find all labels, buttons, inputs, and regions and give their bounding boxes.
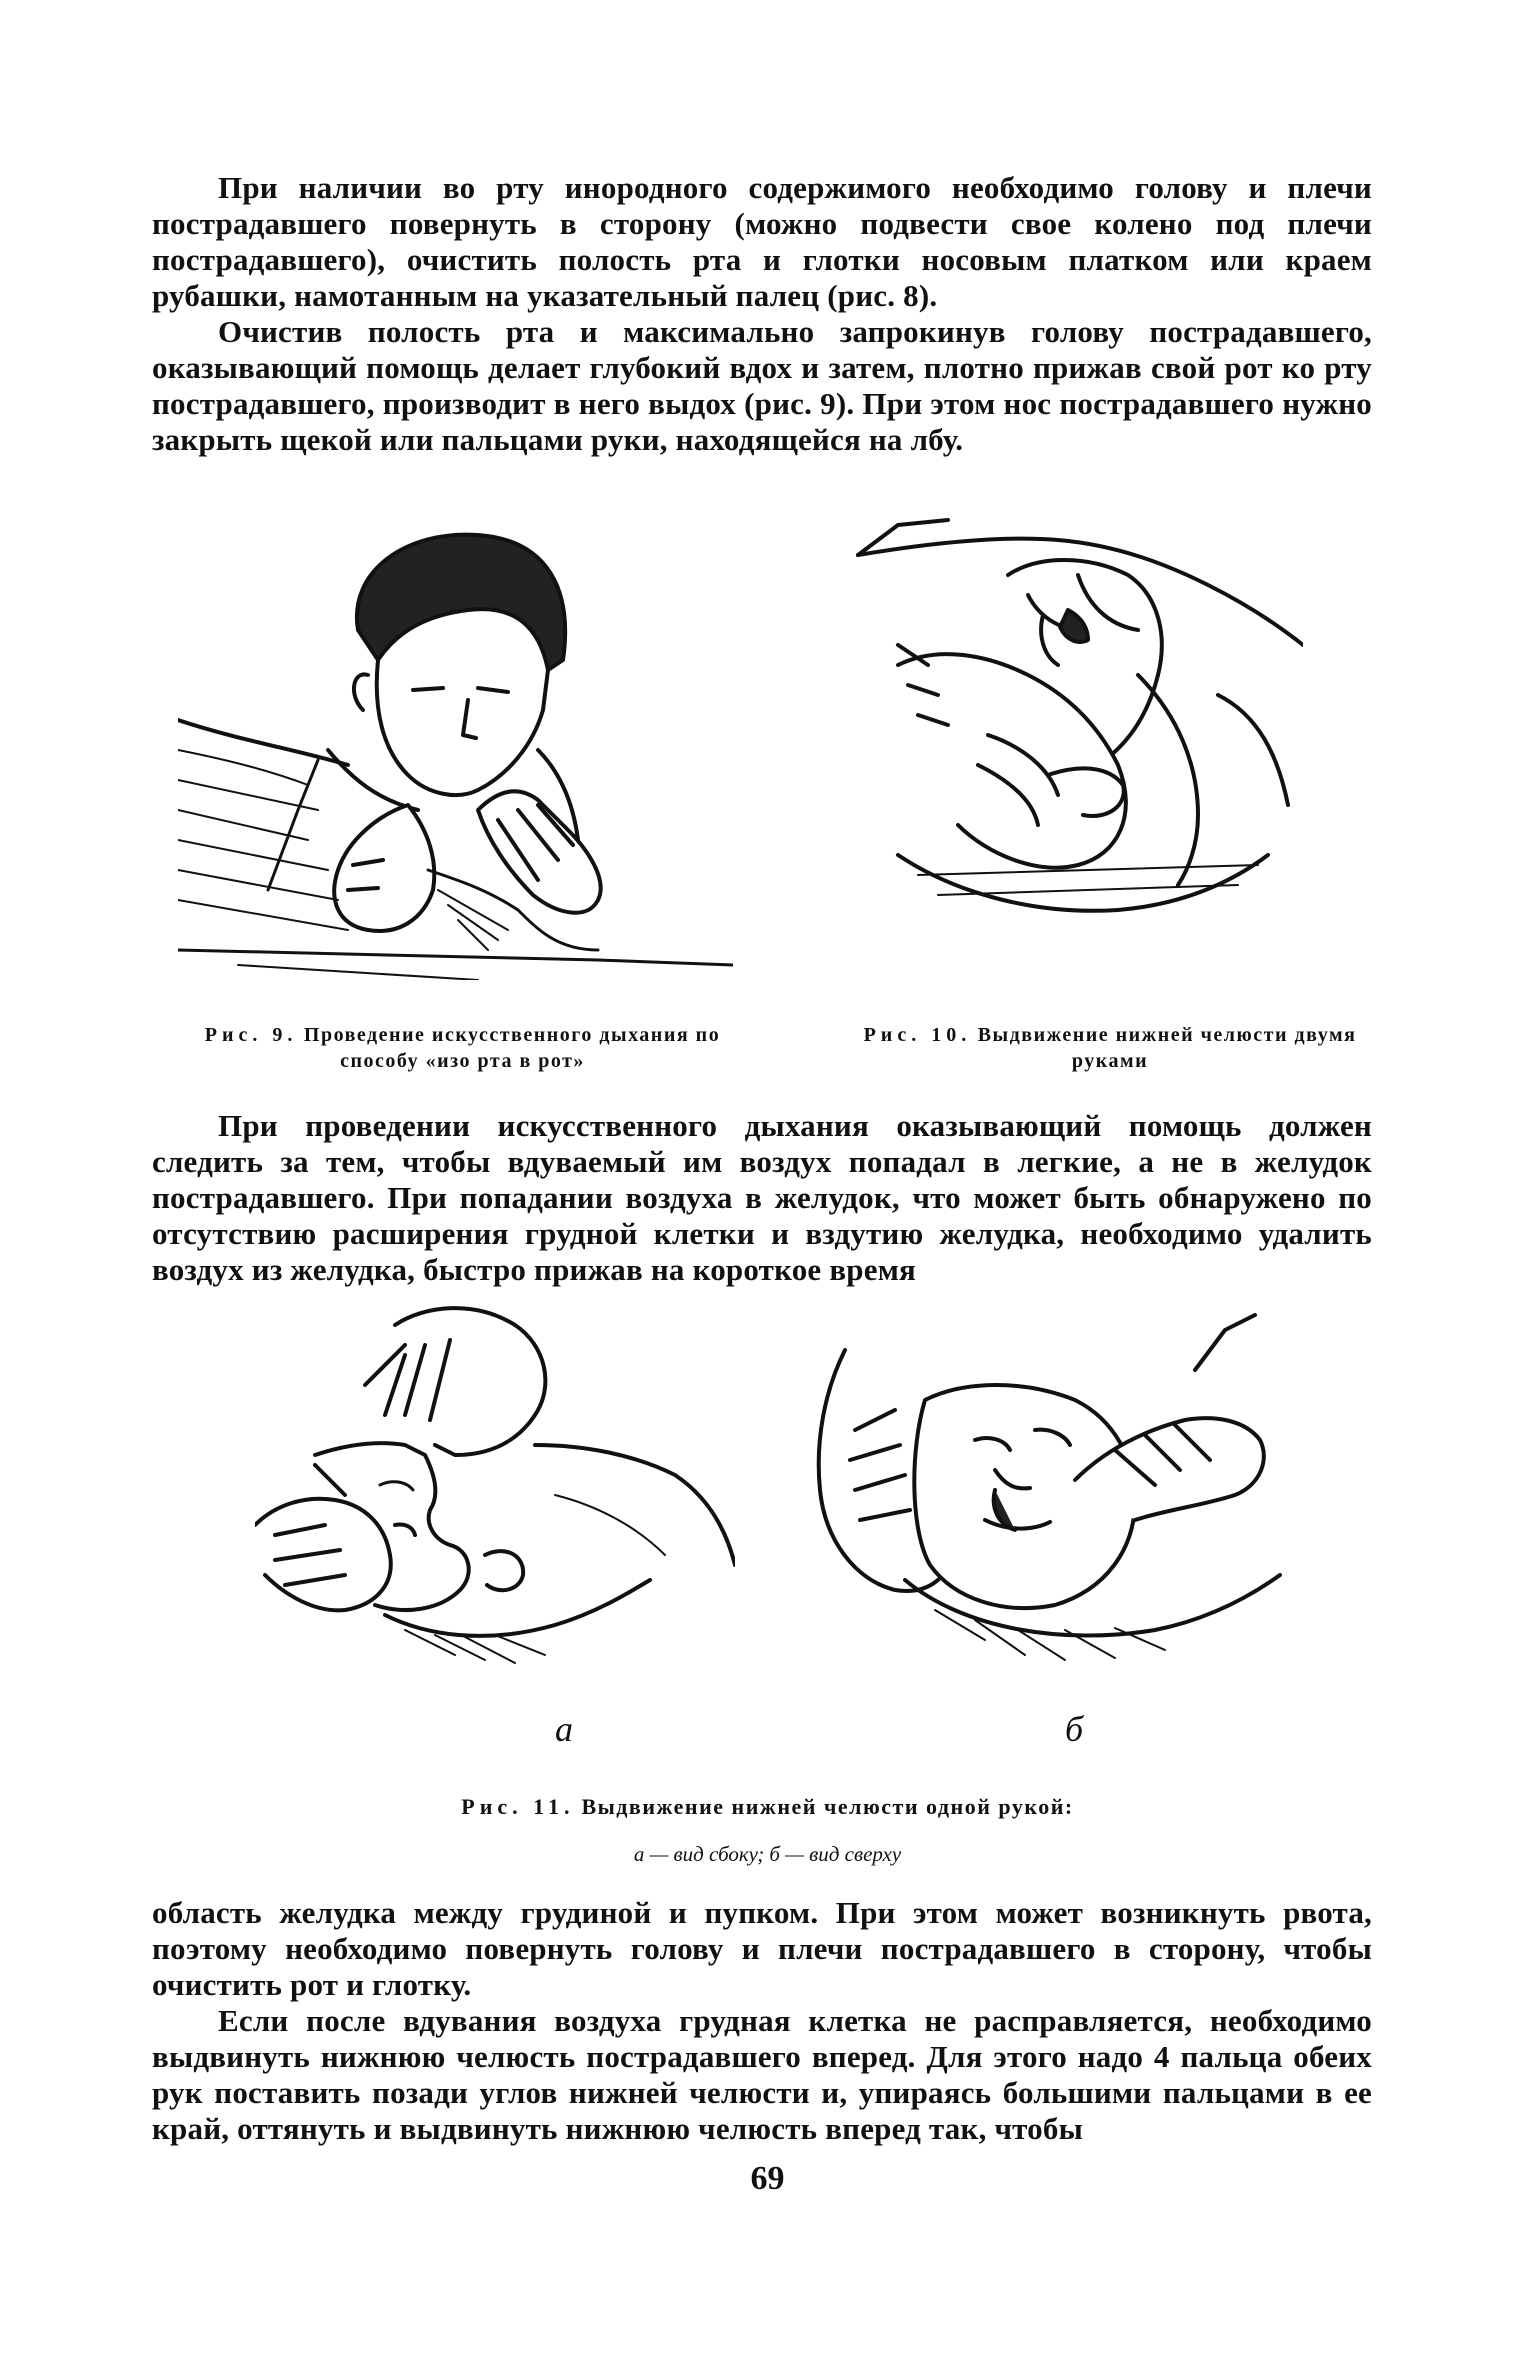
figure-11a-illustration <box>255 1295 735 1670</box>
figure-11b-sublabel: б <box>1065 1709 1084 1749</box>
paragraph-5: Если после вдувания воздуха грудная клетка не расправляется, необходимо выдвинуть нижнюю челюсть пострадавшего вперед. Для этого надо 4 пальца обеих рук поставить позади углов нижней челюсти и, упираясь большими пальцами в ее край, оттянуть и выдвинуть нижнюю челюсть вперед так, чтобы <box>152 2003 1372 2146</box>
paragraph-1: При наличии во рту инородного содержимого необходимо голову и плечи пострадавшего повернуть в сторону (можно подвести свое колено под плечи пострадавшего), очистить полость рта и глотки носовым платком или краем рубашки, намотанным на указательный палец (рис. 8). <box>152 170 1372 313</box>
figure-10-caption <box>840 1022 1380 1074</box>
figure-11-label: Рис. 11. <box>461 1794 575 1819</box>
figure-10-illustration <box>838 515 1303 985</box>
figure-9-illustration <box>178 510 733 980</box>
figure-11b-illustration <box>815 1310 1285 1670</box>
paragraph-2: Очистив полость рта и максимально запрокинув голову пострадавшего, оказывающий помощь делает глубокий вдох и затем, плотно прижав свой рот ко рту пострадавшего, производит в него выдох (рис. 9). При этом нос пострадавшего нужно закрыть щекой или пальцами руки, находящейся на лбу. <box>152 314 1372 457</box>
figure-10-text: Выдвижение нижней челюсти двумя руками <box>977 1024 1357 1072</box>
page-number: 69 <box>750 2160 785 2197</box>
figure-9-caption <box>190 1022 735 1074</box>
figure-10-label: Рис. 10. <box>863 1024 972 1046</box>
figure-9-label: Рис. 9. <box>204 1024 298 1046</box>
figure-11a-sublabel: а <box>555 1709 573 1749</box>
figure-9-text: Проведение искусственного дыхания по способу «изо рта в рот» <box>303 1024 721 1072</box>
figure-11-text: Выдвижение нижней челюсти одной рукой: <box>581 1794 1074 1819</box>
paragraph-3: При проведении искусственного дыхания оказывающий помощь должен следить за тем, чтобы вдуваемый им воздух попадал в легкие, а не в желудок пострадавшего. При попадании воздуха в желудок, что может быть обнаружено по отсутствию расширения грудной клетки и вздутию желудка, необходимо удалить воздух из желудка, быстро прижав на короткое время <box>152 1108 1372 1287</box>
figure-11-legend: а — вид сбоку; б — вид сверху <box>633 1842 902 1866</box>
figure-11-caption <box>0 1794 1535 1820</box>
paragraph-4: область желудка между грудиной и пупком. При этом может возникнуть рвота, поэтому необходимо повернуть голову и плечи пострадавшего в сторону, чтобы очистить рот и глотку. <box>152 1895 1372 2002</box>
